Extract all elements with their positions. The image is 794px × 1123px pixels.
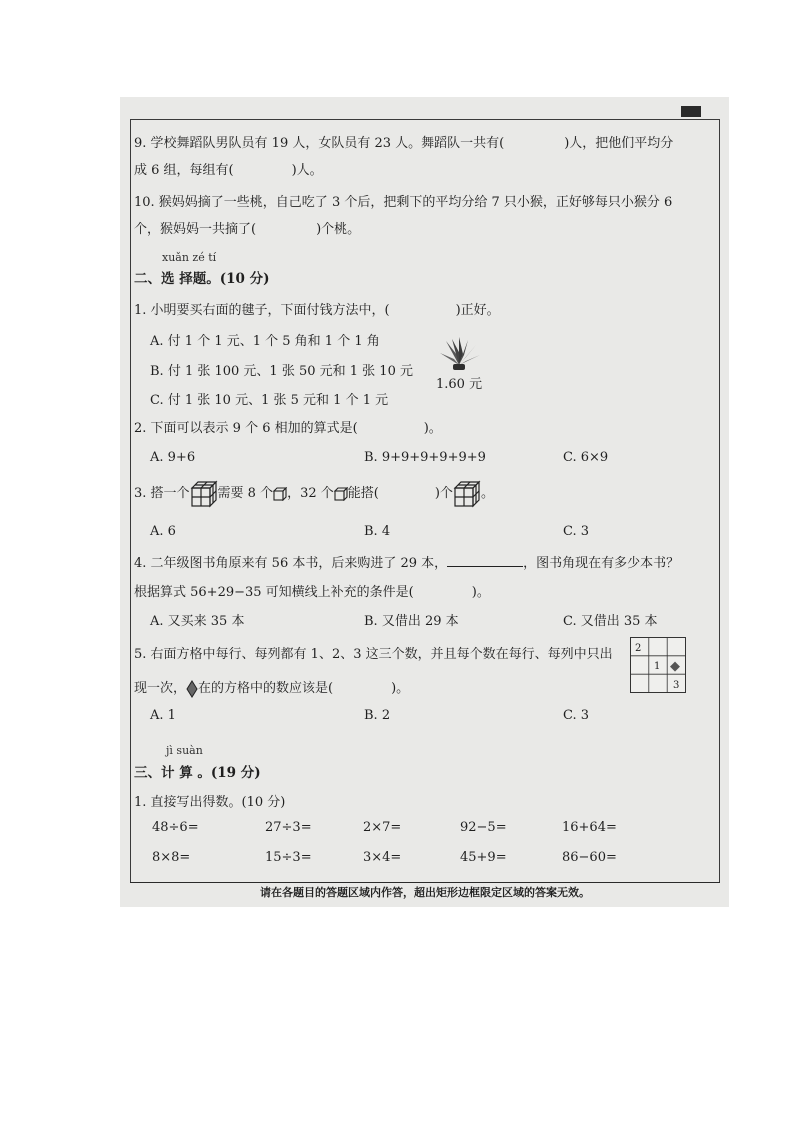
s2q4-text-2b: )。 — [471, 585, 490, 600]
q9-line1 — [134, 132, 673, 151]
s2q3-option-c[interactable]: C. 3 — [563, 524, 590, 539]
calc-item: 8×8= — [152, 850, 191, 865]
s2q4-option-b[interactable]: B. 又借出 29 本 — [364, 614, 459, 629]
section3-title: 三、计 算 。(19 分) — [134, 765, 261, 781]
number-grid — [630, 637, 686, 693]
s2q4-text-1b: ，图书角现在有多少本书？ — [523, 556, 680, 571]
big-cube-icon — [190, 480, 218, 508]
calc-item: 3×4= — [363, 850, 402, 865]
s2q5-option-b[interactable]: B. 2 — [364, 708, 391, 723]
calc-item: 2×7= — [363, 820, 402, 835]
calc-item: 86−60= — [562, 850, 617, 865]
q10-text-b: 个，猴妈妈一共摘了( — [134, 222, 257, 237]
shuttlecock-icon — [436, 337, 482, 371]
s2q2-stem-b: )。 — [423, 421, 442, 436]
s2q1-stem — [134, 299, 500, 318]
s2q3-text-1: 3. 搭一个 — [134, 486, 190, 501]
footer-divider — [130, 882, 720, 883]
s2q5-text-2a: 现一次， — [134, 681, 187, 696]
s2q2-stem — [134, 417, 442, 436]
calc-item: 92−5= — [460, 820, 507, 835]
s2q5-option-c[interactable]: C. 3 — [563, 708, 590, 723]
s2q1-option-b[interactable]: B. 付 1 张 100 元、1 张 50 元和 1 张 10 元 — [150, 364, 413, 379]
q9-text-c: 成 6 组，每组有( — [134, 163, 234, 178]
s2q4-line2 — [134, 581, 490, 600]
s2q2-option-b[interactable]: B. 9+9+9+9+9+9 — [364, 450, 486, 465]
calc-item: 15÷3= — [265, 850, 312, 865]
shuttlecock-price: 1.60 元 — [436, 377, 483, 392]
q10-line1: 10. 猴妈妈摘了一些桃，自己吃了 3 个后，把剩下的平均分给 7 只小猴，正好够每只小猴分 6 — [134, 195, 673, 210]
s2q3-text-6: 。 — [480, 486, 494, 501]
s2q3-text-3: ，32 个 — [287, 486, 334, 501]
q9-text-a: 9. 学校舞蹈队男队员有 19 人，女队员有 23 人。舞蹈队一共有( — [134, 136, 505, 151]
section3-pinyin: jì suàn — [166, 744, 203, 757]
section2-pinyin: xuǎn zé tí — [162, 251, 217, 264]
s2q1-option-a[interactable]: A. 付 1 个 1 元、1 个 5 角和 1 个 1 角 — [150, 334, 380, 349]
s2q2-option-c[interactable]: C. 6×9 — [563, 450, 609, 465]
s2q5-line1: 5. 右面方格中每行、每列都有 1、2、3 这三个数，并且每个数在每行、每列中只出 — [134, 647, 613, 662]
footer-notice: 请在各题目的答题区域内作答，超出矩形边框限定区域的答案无效。 — [260, 886, 590, 899]
q9-text-d: )人。 — [291, 163, 323, 178]
grid-cell: 3 — [673, 680, 680, 691]
s2q4-text-2a: 根据算式 56+29−35 可知横线上补充的条件是( — [134, 585, 414, 600]
s2q5-option-a[interactable]: A. 1 — [150, 708, 176, 723]
s2q1-stem-a: 1. 小明要买右面的毽子，下面付钱方法中，( — [134, 303, 390, 318]
calc-item: 27÷3= — [265, 820, 312, 835]
s3q1-title: 1. 直接写出得数。(10 分) — [134, 795, 286, 810]
big-cube-icon — [453, 480, 481, 508]
grid-cell: 2 — [635, 643, 642, 654]
s2q5-line2 — [134, 677, 409, 698]
q9-text-b: )人，把他们平均分 — [564, 136, 674, 151]
s2q2-stem-a: 2. 下面可以表示 9 个 6 相加的算式是( — [134, 421, 358, 436]
s2q2-option-a[interactable]: A. 9+6 — [150, 450, 196, 465]
exam-sheet — [120, 97, 729, 907]
s2q5-text-2b: 在的方格中的数应该是( — [198, 681, 334, 696]
s2q3-text-5: )个 — [434, 486, 453, 501]
q10-text-c: )个桃。 — [316, 222, 361, 237]
q10-line2 — [134, 218, 360, 237]
calc-item: 48÷6= — [152, 820, 199, 835]
s2q1-stem-b: )正好。 — [455, 303, 500, 318]
s2q1-option-c[interactable]: C. 付 1 张 10 元、1 张 5 元和 1 个 1 元 — [150, 393, 389, 408]
s2q3-option-b[interactable]: B. 4 — [364, 524, 391, 539]
grid-cell-diamond: ◆ — [670, 659, 680, 674]
s2q4-line1 — [134, 552, 679, 571]
s2q5-text-2c: )。 — [391, 681, 410, 696]
q9-line2 — [134, 159, 323, 178]
small-cube-icon — [334, 487, 348, 501]
s2q3-stem — [134, 479, 494, 509]
s2q3-text-2: 需要 8 个 — [217, 486, 274, 501]
corner-mark — [681, 106, 701, 117]
section2-title: 二、选 择题。(10 分) — [134, 271, 270, 287]
diamond-icon — [186, 680, 198, 698]
calc-item: 16+64= — [562, 820, 617, 835]
s2q3-option-a[interactable]: A. 6 — [150, 524, 176, 539]
s2q4-text-1a: 4. 二年级图书角原来有 56 本书，后来购进了 29 本， — [134, 556, 448, 571]
small-cube-icon — [273, 487, 287, 501]
condition-blank[interactable] — [447, 554, 523, 567]
s2q4-option-a[interactable]: A. 又买来 35 本 — [150, 614, 245, 629]
s2q4-option-c[interactable]: C. 又借出 35 本 — [563, 614, 658, 629]
calc-item: 45+9= — [460, 850, 507, 865]
grid-cell: 1 — [654, 661, 661, 672]
s2q3-text-4: 能搭( — [347, 486, 379, 501]
